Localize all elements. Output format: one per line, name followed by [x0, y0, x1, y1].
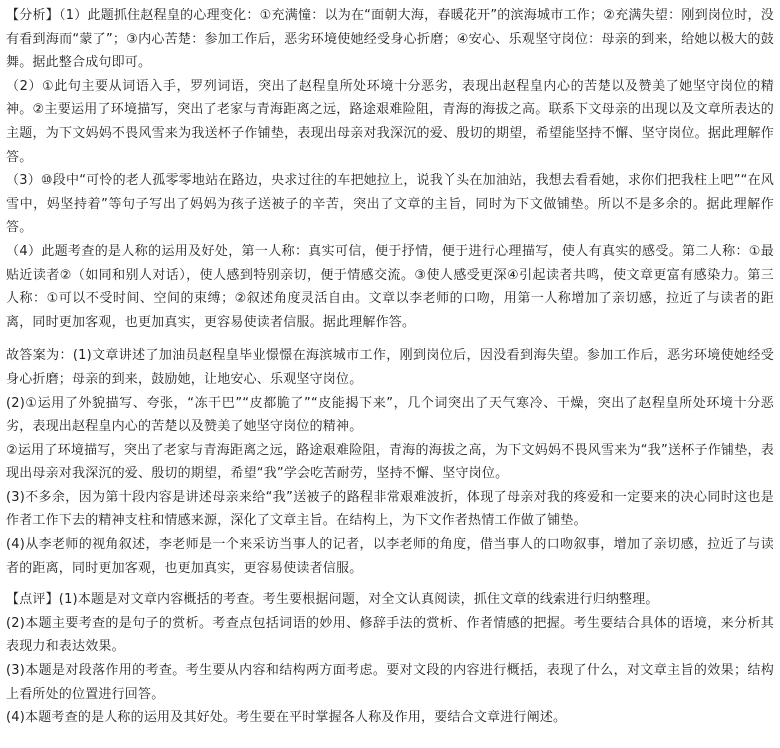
comment-section	[6, 588, 774, 730]
comment-paragraph-2: (2)本题主要考查的是句子的赏析。考查点包括词语的妙用、修辞手法的赏析、作者情感的把握。考生要结合具体的语境，来分析其表现力和表达效果。	[6, 615, 774, 655]
answer-paragraph-3: ②运用了环境描写，突出了老家与青海距离之远，路途艰难险阻，青海的海拔之高，为下文妈妈不畏风雪来为“我”送杯子作铺垫，表现出母亲对我深沉的爱、殷切的期望，希望“我”学会吃苦耐劳，坚持不懈、坚守岗位。	[6, 442, 774, 482]
analysis-paragraph-2: （2）①此句主要从词语入手，罗列词语，突出了赵程皇所处环境十分恶劣，表现出赵程皇内心的苦楚以及赞美了她坚守岗位的精神。②主要运用了环境描写，突出了老家与青海距离之远，路途艰难险阻，青海的海拔之高。联系下文母亲的出现以及文章所表达的主题，为下文妈妈不畏风雪来为我送杯子作铺垫，表现出母亲对我深沉的爱、殷切的期望，希望能坚持不懈、坚守岗位。据此理解作答。	[6, 78, 774, 165]
answer-paragraph-4: (3)不多余，因为第十段内容是讲述母亲来给“我”送被子的路程非常艰难波折，体现了母亲对我的疼爱和一定要来的决心同时这也是作者工作下去的精神支柱和情感来源，深化了文章主旨。在结构上，为下文作者热情工作做了铺垫。	[6, 489, 774, 529]
section-spacer	[6, 334, 774, 344]
answer-paragraph-1: 故答案为：(1)文章讲述了加油员赵程皇毕业憬憬在海滨城市工作，刚到岗位后，因没看到海失望。参加工作后，恶劣环境使她经受身心折磨；母亲的到来，鼓励她，让地安心、乐观坚守岗位。	[6, 348, 774, 387]
comment-paragraph-4: (4)本题考查的是人称的运用及其好处。考生要在平时掌握各人称及作用，要结合文章进行阐述。	[6, 710, 567, 726]
answer-paragraph-2: (2)①运用了外貌描写、夸张，“冻干巴”“皮都脆了”“皮能揭下来”，几个词突出了天气寒冷、干燥，突出了赵程皇所处环境十分恶劣，表现出赵程皇内心的苦楚以及赞美了她坚守岗位的精神。	[6, 395, 774, 435]
analysis-paragraph-4: （4）此题考查的是人称的运用及好处，第一人称：真实可信，便于抒情，便于进行心理描写，使人有真实的感受。第二人称：①最贴近读者②（如同和别人对话），使人感到特别亲切，便于情感交流。③使人感受更深④引起读者共鸣，使文章更富有感染力。第三人称：①可以不受时间、空间的束缚；②叙述角度灵活自由。文章以李老师的口吻，用第一人称增加了亲切感，拉近了与读者的距离，同时更加客观，也更加真实，更容易使读者信服。据此理解作答。	[6, 243, 774, 330]
analysis-paragraph-3: （3）⑩段中“可怜的老人孤零零地站在路边，央求过往的车把她拉上，说我丫头在加油站，我想去看看她，求你们把我柱上吧”“在风雪中，妈坚持着”等句子写出了妈妈为孩子送被子的辛苦，突出了文章的主旨，同时为下文做铺垫。所以不是多余的。据此理解作答。	[6, 173, 774, 236]
answer-paragraph-5: (4)从李老师的视角叙述，李老师是一个来采访当事人的记者，以李老师的角度，借当事人的口吻叙事，增加了亲切感，拉近了与读者的距离，同时更加客观，也更加真实，更容易使读者信服。	[6, 537, 774, 576]
comment-paragraph-3: (3)本题是对段落作用的考查。考生要从内容和结构两方面考虑。要对文段的内容进行概括，表现了什么，对文章主旨的效果；结构上看所处的位置进行回答。	[6, 663, 774, 702]
analysis-section	[6, 4, 774, 334]
comment-paragraph-1: 【点评】(1)本题是对文章内容概括的考查。考生要根据问题，对全文认真阅读，抓住文章的线索进行归纳整理。	[6, 592, 659, 608]
analysis-paragraph-1: 【分析】（1）此题抓住赵程皇的心理变化：①充满憧：以为在“面朝大海，春暖花开”的滨海城市工作；②充满失望：刚到岗位时，没有看到海而“蒙了”；③内心苦楚：参加工作后，恶劣环境使她经受身心折磨；④安心、乐观坚守岗位：母亲的到来，给她以极大的鼓舞。据此整合成句即可。	[6, 8, 774, 71]
section-spacer	[6, 580, 774, 588]
answer-section	[6, 344, 774, 580]
